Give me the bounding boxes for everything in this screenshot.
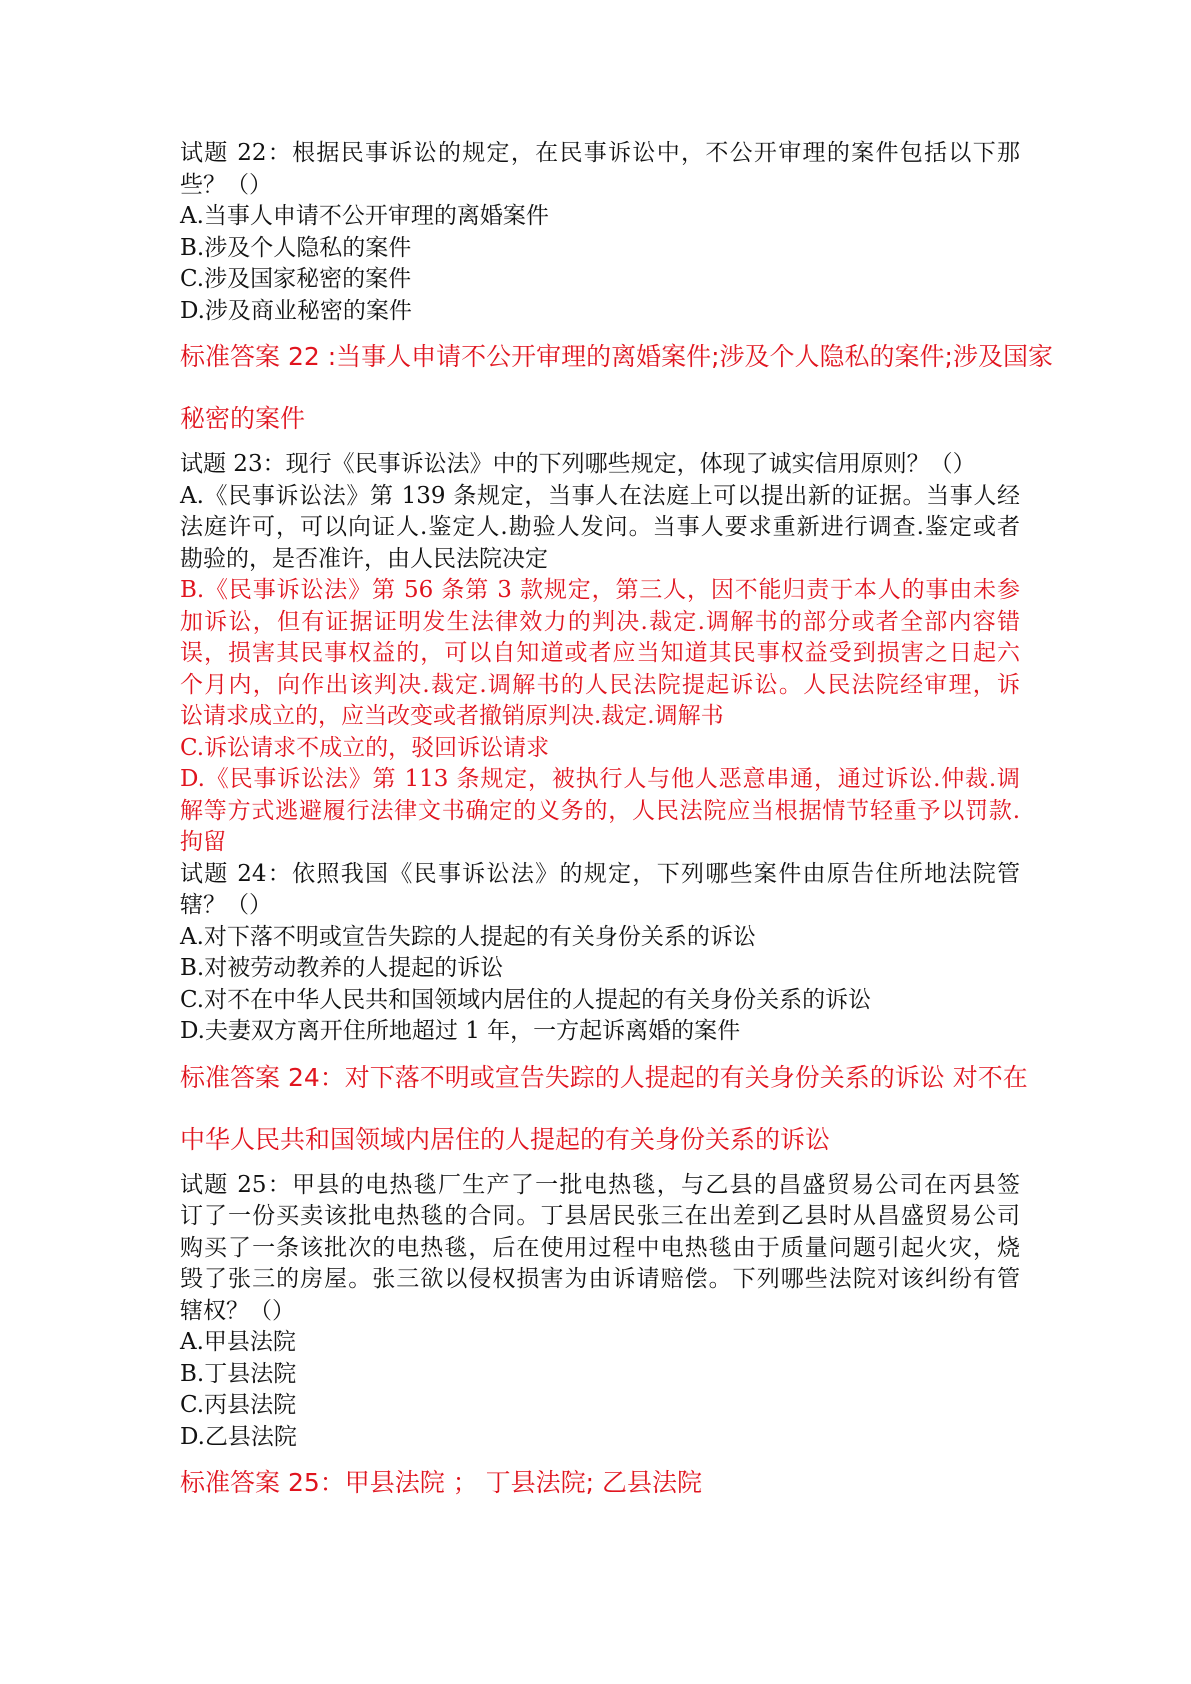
option-b: B.对被劳动教养的人提起的诉讼	[180, 955, 504, 981]
standard-answer: 秘密的案件	[180, 404, 306, 433]
option-b: 个月内，向作出该判决.裁定.调解书的人民法院提起诉讼。人民法院经审理，诉	[180, 671, 1020, 698]
option-d: D.《民事诉讼法》第 113 条规定，被执行人与他人恶意串通，通过诉讼.仲裁.调	[180, 766, 1020, 792]
question-23	[180, 449, 1020, 859]
option-b: B.涉及个人隐私的案件	[180, 234, 412, 261]
standard-answer: 中华人民共和国领域内居住的人提起的有关身份关系的诉讼	[180, 1124, 831, 1154]
option-c: C.诉讼请求不成立的，驳回诉讼请求	[180, 734, 550, 761]
option-d: D.乙县法院	[180, 1423, 297, 1450]
option-b: B.《民事诉讼法》第 56 条第 3 款规定，第三人，因不能归责于本人的事由未参	[180, 577, 1020, 603]
standard-answer: 标准答案 25：甲县法院 ； 丁县法院; 乙县法院	[180, 1468, 703, 1497]
document-page	[180, 138, 1053, 1499]
question-25	[180, 1170, 1020, 1454]
option-a: A.对下落不明或宣告失踪的人提起的有关身份关系的诉讼	[180, 923, 756, 950]
question-stem: 试题 25：甲县的电热毯厂生产了一批电热毯，与乙县的昌盛贸易公司在丙县签	[180, 1171, 1020, 1198]
option-c: C.对不在中华人民共和国领域内居住的人提起的有关身份关系的诉讼	[180, 986, 872, 1013]
option-d: 拘留	[180, 829, 226, 855]
option-d: 解等方式逃避履行法律文书确定的义务的，人民法院应当根据情节轻重予以罚款.	[180, 797, 1020, 824]
question-22	[180, 138, 1020, 327]
standard-answer: 标准答案 24：对下落不明或宣告失踪的人提起的有关身份关系的诉讼 对不在	[180, 1062, 1028, 1092]
option-b: 误，损害其民事权益的，可以自知道或者应当知道其民事权益受到损害之日起六	[180, 640, 1020, 666]
standard-answer: 标准答案 22 :当事人申请不公开审理的离婚案件;涉及个人隐私的案件;涉及国家	[180, 342, 1053, 371]
question-stem: 试题 22：根据民事诉讼的规定，在民事诉讼中，不公开审理的案件包括以下那	[180, 140, 1020, 166]
question-stem: 些？（）	[180, 171, 272, 198]
question-stem: 辖？（）	[180, 892, 272, 918]
question-stem: 试题 23：现行《民事诉讼法》中的下列哪些规定，体现了诚实信用原则？（）	[180, 451, 976, 477]
option-d: D.夫妻双方离开住所地超过 1 年，一方起诉离婚的案件	[180, 1018, 741, 1044]
question-stem: 毁了张三的房屋。张三欲以侵权损害为由诉请赔偿。下列哪些法院对该纠纷有管	[180, 1266, 1020, 1292]
option-a: 法庭许可，可以向证人.鉴定人.勘验人发问。当事人要求重新进行调查.鉴定或者	[180, 514, 1020, 540]
option-a: A.当事人申请不公开审理的离婚案件	[180, 203, 549, 229]
option-b: B.丁县法院	[180, 1360, 297, 1387]
question-24	[180, 859, 1020, 1048]
question-stem: 订了一份买卖该批电热毯的合同。丁县居民张三在出差到乙县时从昌盛贸易公司	[180, 1203, 1020, 1229]
option-b: 讼请求成立的，应当改变或者撤销原判决.裁定.调解书	[180, 703, 724, 729]
option-c: C.丙县法院	[180, 1392, 297, 1418]
option-d: D.涉及商业秘密的案件	[180, 297, 412, 324]
question-stem: 试题 24：依照我国《民事诉讼法》的规定，下列哪些案件由原告住所地法院管	[180, 860, 1020, 887]
option-a: A.甲县法院	[180, 1329, 296, 1355]
option-a: 勘验的，是否准许，由人民法院决定	[180, 545, 548, 572]
question-stem: 辖权？（）	[180, 1297, 295, 1324]
question-stem: 购买了一条该批次的电热毯，后在使用过程中电热毯由于质量问题引起火灾，烧	[180, 1234, 1020, 1261]
option-b: 加诉讼，但有证据证明发生法律效力的判决.裁定.调解书的部分或者全部内容错	[180, 608, 1020, 635]
option-a: A.《民事诉讼法》第 139 条规定，当事人在法庭上可以提出新的证据。当事人经	[180, 482, 1020, 509]
option-c: C.涉及国家秘密的案件	[180, 266, 412, 292]
